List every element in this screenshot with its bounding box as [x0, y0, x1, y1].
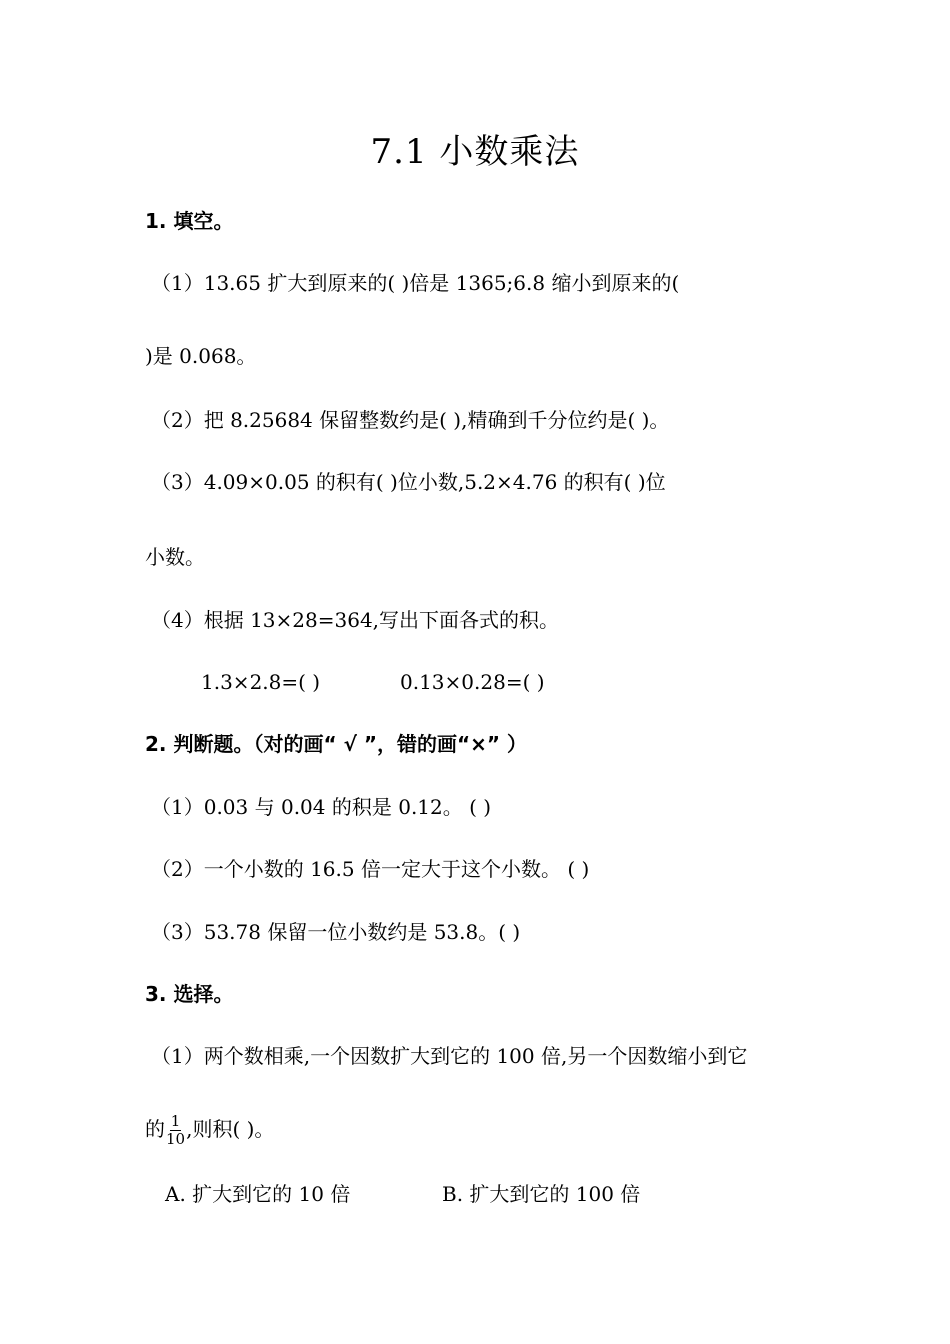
s1-q4-b: 0.13×0.28=( ) — [400, 670, 545, 694]
s1-q4-a: 1.3×2.8=( ) — [201, 670, 321, 694]
section-1-heading: 1. 填空。 — [145, 209, 234, 233]
fraction-numerator: 1 — [170, 1112, 181, 1130]
s3-q1-line1: （1）两个数相乘,一个因数扩大到它的 100 倍,另一个因数缩小到它 — [151, 1044, 748, 1068]
s1-q1-line1: （1）13.65 扩大到原来的( )倍是 1365;6.8 缩小到原来的( — [151, 271, 680, 295]
s1-q1-line2: )是 0.068。 — [145, 344, 257, 368]
option-b: B. 扩大到它的 100 倍 — [442, 1182, 641, 1206]
s1-q3-line1: （3）4.09×0.05 的积有( )位小数,5.2×4.76 的积有( )位 — [151, 470, 666, 494]
s3-q1-line2-pre: 的 — [145, 1117, 165, 1141]
s3-q1-line2 — [145, 1113, 274, 1148]
page-title: 7.1 小数乘法 — [370, 132, 580, 172]
option-a: A. 扩大到它的 10 倍 — [165, 1182, 351, 1206]
s2-q1: （1）0.03 与 0.04 的积是 0.12。 ( ) — [151, 795, 492, 819]
s3-q1-line2-post: ,则积( )。 — [186, 1117, 275, 1141]
section-2-heading: 2. 判断题。（对的画“ √ ”，错的画“×” ） — [145, 732, 528, 756]
s1-q3-line2: 小数。 — [145, 545, 205, 569]
s1-q2: （2）把 8.25684 保留整数约是( ),精确到千分位约是( )。 — [151, 408, 670, 432]
fraction-denominator: 10 — [166, 1130, 186, 1148]
s1-q4: （4）根据 13×28=364,写出下面各式的积。 — [151, 608, 560, 632]
s2-q2: （2）一个小数的 16.5 倍一定大于这个小数。 ( ) — [151, 857, 590, 881]
fraction-one-tenth — [166, 1113, 185, 1148]
s2-q3: （3）53.78 保留一位小数约是 53.8。( ) — [151, 920, 521, 944]
section-3-heading: 3. 选择。 — [145, 982, 234, 1006]
